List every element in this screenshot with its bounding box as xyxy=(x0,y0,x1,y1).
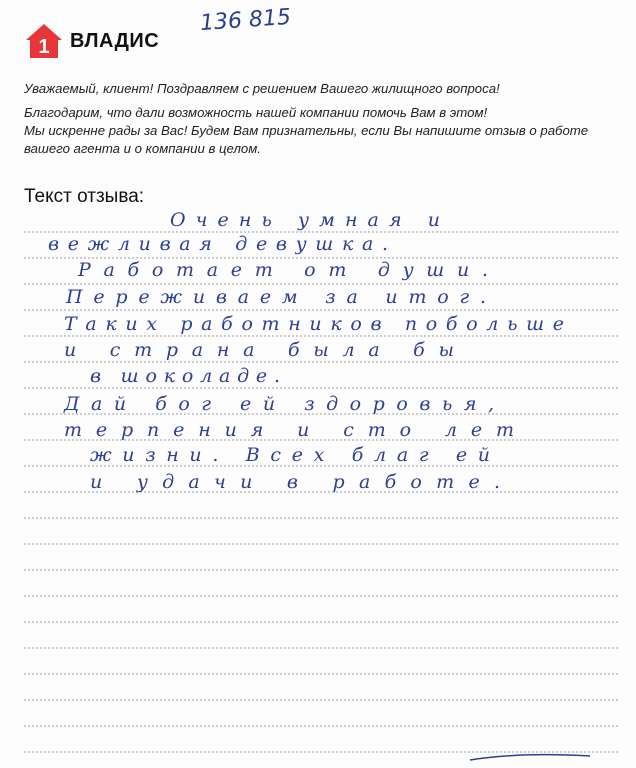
review-title: Текст отзыва: xyxy=(24,186,145,207)
intro-greeting: Уважаемый, клиент! Поздравляем с решением Вашего жилищного вопроса! xyxy=(24,81,500,96)
handwriting-line: и удачи в работе. xyxy=(90,471,500,493)
handwriting-line: Работает от души. xyxy=(78,259,488,281)
brand-name: ВЛАДИС xyxy=(70,29,160,52)
handwriting-line: Переживаем за итог. xyxy=(66,286,486,308)
logo-digit: 1 xyxy=(38,36,50,58)
handwriting-line: и страна была бы xyxy=(64,339,454,361)
handwriting-line: жизни. Всех благ ей xyxy=(90,444,490,466)
signature-stroke xyxy=(470,755,590,760)
reference-number: 136 815 xyxy=(199,4,292,37)
handwriting-line: вежливая девушка. xyxy=(48,233,388,255)
handwriting-line: в шоколаде. xyxy=(90,365,280,387)
handwriting-line: Таких работников побольше xyxy=(64,313,564,335)
handwriting-line: Очень умная и xyxy=(170,209,440,231)
intro-request-line: Мы искренне рады за Вас! Будем Вам признательны, если Вы напишите отзыв о работе вашего агента и о компании в целом. xyxy=(24,123,589,156)
handwriting-line: Дай бог ей здоровья, xyxy=(64,393,494,415)
handwriting-line: терпения и сто лет xyxy=(64,419,514,441)
intro-thanks-line: Благодарим, что дали возможность нашей компании помочь Вам в этом! xyxy=(24,105,488,120)
